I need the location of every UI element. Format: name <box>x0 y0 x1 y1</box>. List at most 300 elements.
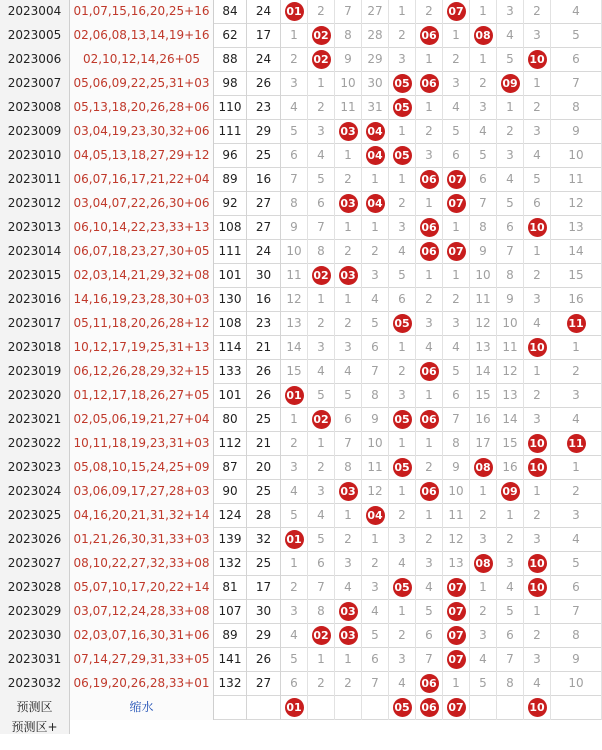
number-cell: 3 <box>497 144 524 168</box>
number-cell <box>308 264 335 288</box>
number-cell <box>497 72 524 96</box>
sum-value: 124 <box>214 504 247 528</box>
number-cell <box>281 384 308 408</box>
number-cell: 3 <box>524 288 551 312</box>
span-empty <box>247 696 281 720</box>
number-cell: 2 <box>524 624 551 648</box>
number-cell: 4 <box>497 24 524 48</box>
number-cell: 1 <box>308 72 335 96</box>
number-cell: 11 <box>497 336 524 360</box>
number-cell <box>524 336 551 360</box>
number-cell: 4 <box>308 144 335 168</box>
predict-cell[interactable] <box>389 696 416 720</box>
number-cell: 6 <box>362 648 389 672</box>
span-value: 16 <box>247 168 281 192</box>
number-cell: 1 <box>416 48 443 72</box>
predict-ball[interactable]: 06 <box>420 698 439 717</box>
number-cell: 4 <box>281 624 308 648</box>
number-cell: 6 <box>443 144 470 168</box>
drawn-ball: 05 <box>393 74 412 93</box>
number-cell: 5 <box>443 360 470 384</box>
issue-number: 2023032 <box>0 672 70 696</box>
number-cell <box>524 576 551 600</box>
drawn-ball: 02 <box>312 626 331 645</box>
number-cell: 9 <box>362 408 389 432</box>
span-value: 32 <box>247 528 281 552</box>
span-value: 26 <box>247 72 281 96</box>
number-cell: 4 <box>362 288 389 312</box>
drawn-ball: 06 <box>420 218 439 237</box>
span-value: 25 <box>247 552 281 576</box>
drawn-ball: 03 <box>339 194 358 213</box>
table-row <box>0 336 602 360</box>
predict-ball[interactable]: 10 <box>528 698 547 717</box>
drawn-ball: 03 <box>339 122 358 141</box>
number-cell: 14 <box>281 336 308 360</box>
number-cell <box>308 48 335 72</box>
predict-cell[interactable] <box>524 696 551 720</box>
drawn-ball: 04 <box>366 194 385 213</box>
number-cell: 16 <box>470 408 497 432</box>
table-row <box>0 504 602 528</box>
drawn-ball: 04 <box>366 122 385 141</box>
draw-numbers: 02,10,12,14,26+05 <box>70 48 214 72</box>
number-cell <box>281 0 308 24</box>
number-cell: 5 <box>551 24 602 48</box>
number-cell: 30 <box>362 72 389 96</box>
number-cell: 1 <box>335 648 362 672</box>
table-row <box>0 0 602 24</box>
number-cell <box>389 312 416 336</box>
number-cell: 2 <box>470 504 497 528</box>
predict-cell[interactable] <box>470 696 497 720</box>
number-cell: 6 <box>308 192 335 216</box>
draw-numbers: 01,12,17,18,26,27+05 <box>70 384 214 408</box>
number-cell: 4 <box>524 144 551 168</box>
draw-numbers: 06,10,14,22,23,33+13 <box>70 216 214 240</box>
number-cell: 2 <box>524 504 551 528</box>
number-cell: 2 <box>470 72 497 96</box>
number-cell: 1 <box>497 96 524 120</box>
number-cell: 3 <box>443 72 470 96</box>
number-cell <box>524 48 551 72</box>
sum-value: 108 <box>214 312 247 336</box>
span-value: 17 <box>247 576 281 600</box>
number-cell: 2 <box>389 504 416 528</box>
number-cell: 27 <box>362 0 389 24</box>
number-cell: 10 <box>497 312 524 336</box>
number-cell: 2 <box>524 0 551 24</box>
span-value: 29 <box>247 120 281 144</box>
number-cell <box>551 312 602 336</box>
sum-value: 112 <box>214 432 247 456</box>
shrink-link[interactable]: 缩水 <box>70 696 214 720</box>
drawn-ball: 02 <box>312 410 331 429</box>
draw-numbers: 04,05,13,18,27,29+12 <box>70 144 214 168</box>
draw-numbers: 05,08,10,15,24,25+09 <box>70 456 214 480</box>
sum-value: 101 <box>214 384 247 408</box>
predict-ball[interactable]: 07 <box>447 698 466 717</box>
number-cell: 4 <box>470 120 497 144</box>
number-cell: 11 <box>362 456 389 480</box>
sum-value: 87 <box>214 456 247 480</box>
number-cell <box>335 120 362 144</box>
draw-numbers: 02,06,08,13,14,19+16 <box>70 24 214 48</box>
draw-numbers: 06,07,16,17,21,22+04 <box>70 168 214 192</box>
number-cell: 6 <box>443 384 470 408</box>
number-cell: 1 <box>416 432 443 456</box>
table-row <box>0 552 602 576</box>
number-cell: 2 <box>497 120 524 144</box>
issue-number: 2023004 <box>0 0 70 24</box>
sum-value: 132 <box>214 672 247 696</box>
number-cell: 5 <box>416 600 443 624</box>
draw-numbers: 02,03,14,21,29,32+08 <box>70 264 214 288</box>
span-value: 25 <box>247 408 281 432</box>
number-cell <box>443 624 470 648</box>
table-row <box>0 96 602 120</box>
number-cell: 6 <box>362 336 389 360</box>
number-cell: 3 <box>416 552 443 576</box>
table-row <box>0 288 602 312</box>
number-cell: 12 <box>551 192 602 216</box>
number-cell: 6 <box>497 624 524 648</box>
number-cell: 11 <box>470 288 497 312</box>
issue-number: 2023023 <box>0 456 70 480</box>
number-cell: 7 <box>281 168 308 192</box>
number-cell: 7 <box>335 432 362 456</box>
number-cell: 1 <box>416 384 443 408</box>
number-cell <box>416 672 443 696</box>
span-value: 17 <box>247 24 281 48</box>
number-cell: 1 <box>281 552 308 576</box>
number-cell: 2 <box>470 600 497 624</box>
number-cell: 4 <box>308 360 335 384</box>
drawn-ball: 02 <box>312 266 331 285</box>
number-cell: 2 <box>362 552 389 576</box>
number-cell <box>524 552 551 576</box>
number-cell: 1 <box>389 480 416 504</box>
number-cell <box>416 72 443 96</box>
number-cell: 3 <box>335 552 362 576</box>
number-cell <box>335 624 362 648</box>
predict-plus-label: 预测区+ <box>0 720 70 734</box>
number-cell: 5 <box>497 192 524 216</box>
number-cell: 1 <box>470 576 497 600</box>
drawn-ball: 10 <box>528 458 547 477</box>
table-row <box>0 600 602 624</box>
number-cell: 16 <box>551 288 602 312</box>
predict-cell[interactable] <box>308 696 335 720</box>
drawn-ball: 07 <box>447 650 466 669</box>
drawn-ball: 10 <box>528 434 547 453</box>
number-cell <box>308 624 335 648</box>
number-cell: 16 <box>497 456 524 480</box>
predict-cell[interactable] <box>416 696 443 720</box>
number-cell: 5 <box>281 120 308 144</box>
sum-value: 88 <box>214 48 247 72</box>
number-cell: 8 <box>308 240 335 264</box>
predict-ball[interactable]: 01 <box>285 698 304 717</box>
table-row <box>0 456 602 480</box>
number-cell: 1 <box>416 96 443 120</box>
number-cell: 28 <box>362 24 389 48</box>
sum-value: 98 <box>214 72 247 96</box>
span-value: 26 <box>247 384 281 408</box>
predict-cell[interactable] <box>443 696 470 720</box>
number-cell: 1 <box>308 432 335 456</box>
number-cell: 1 <box>524 360 551 384</box>
number-cell <box>524 456 551 480</box>
table-row <box>0 48 602 72</box>
number-cell: 2 <box>362 240 389 264</box>
number-cell: 10 <box>470 264 497 288</box>
number-cell: 6 <box>281 144 308 168</box>
number-cell: 1 <box>389 0 416 24</box>
drawn-ball: 07 <box>447 242 466 261</box>
number-cell: 7 <box>416 648 443 672</box>
number-cell: 6 <box>335 408 362 432</box>
issue-number: 2023021 <box>0 408 70 432</box>
drawn-ball: 04 <box>366 146 385 165</box>
drawn-ball: 06 <box>420 242 439 261</box>
drawn-ball: 11 <box>567 314 586 333</box>
number-cell: 1 <box>470 48 497 72</box>
number-cell: 3 <box>524 648 551 672</box>
number-cell: 1 <box>389 120 416 144</box>
number-cell: 4 <box>362 600 389 624</box>
number-cell: 4 <box>308 504 335 528</box>
number-cell: 1 <box>524 480 551 504</box>
issue-number: 2023024 <box>0 480 70 504</box>
drawn-ball: 09 <box>501 74 520 93</box>
number-cell: 8 <box>362 384 389 408</box>
drawn-ball: 05 <box>393 410 412 429</box>
number-cell: 2 <box>335 672 362 696</box>
number-cell: 3 <box>497 552 524 576</box>
span-value: 20 <box>247 456 281 480</box>
number-cell: 12 <box>362 480 389 504</box>
number-cell: 2 <box>389 360 416 384</box>
draw-numbers: 10,12,17,19,25,31+13 <box>70 336 214 360</box>
issue-number: 2023027 <box>0 552 70 576</box>
number-cell: 7 <box>551 600 602 624</box>
number-cell: 2 <box>308 96 335 120</box>
number-cell: 3 <box>470 96 497 120</box>
number-cell <box>524 216 551 240</box>
number-cell: 7 <box>308 576 335 600</box>
issue-number: 2023026 <box>0 528 70 552</box>
span-value: 27 <box>247 216 281 240</box>
number-cell: 3 <box>389 648 416 672</box>
number-cell: 8 <box>443 432 470 456</box>
number-cell <box>362 504 389 528</box>
number-cell: 12 <box>281 288 308 312</box>
draw-numbers: 05,06,09,22,25,31+03 <box>70 72 214 96</box>
number-cell: 3 <box>443 312 470 336</box>
number-cell: 13 <box>281 312 308 336</box>
number-cell <box>416 360 443 384</box>
number-cell: 1 <box>389 600 416 624</box>
number-cell: 17 <box>470 432 497 456</box>
number-cell: 6 <box>551 576 602 600</box>
number-cell: 1 <box>362 168 389 192</box>
number-cell: 14 <box>470 360 497 384</box>
number-cell: 2 <box>335 240 362 264</box>
number-cell: 2 <box>389 624 416 648</box>
number-cell: 10 <box>281 240 308 264</box>
drawn-ball: 05 <box>393 146 412 165</box>
number-cell: 1 <box>524 72 551 96</box>
number-cell: 6 <box>389 288 416 312</box>
number-cell: 1 <box>416 192 443 216</box>
drawn-ball: 01 <box>285 386 304 405</box>
drawn-ball: 03 <box>339 626 358 645</box>
number-cell: 4 <box>281 480 308 504</box>
number-cell: 2 <box>524 264 551 288</box>
table-row <box>0 168 602 192</box>
number-cell: 1 <box>362 216 389 240</box>
number-cell <box>308 408 335 432</box>
span-value: 26 <box>247 360 281 384</box>
number-cell: 6 <box>416 624 443 648</box>
number-cell: 3 <box>416 312 443 336</box>
number-cell: 10 <box>335 72 362 96</box>
span-value: 24 <box>247 240 281 264</box>
number-cell: 1 <box>470 480 497 504</box>
issue-number: 2023007 <box>0 72 70 96</box>
number-cell: 6 <box>308 552 335 576</box>
number-cell: 7 <box>308 216 335 240</box>
number-cell <box>389 408 416 432</box>
sum-value: 111 <box>214 120 247 144</box>
number-cell: 4 <box>416 336 443 360</box>
sum-value: 141 <box>214 648 247 672</box>
table-row <box>0 624 602 648</box>
predict-cell[interactable] <box>281 696 308 720</box>
number-cell: 3 <box>524 24 551 48</box>
predict-ball[interactable]: 05 <box>393 698 412 717</box>
sum-value: 84 <box>214 0 247 24</box>
drawn-ball: 10 <box>528 50 547 69</box>
drawn-ball: 11 <box>567 434 586 453</box>
predict-plus-row <box>0 720 602 734</box>
predict-cell[interactable] <box>551 696 602 720</box>
number-cell: 7 <box>362 360 389 384</box>
span-value: 21 <box>247 432 281 456</box>
number-cell: 1 <box>497 504 524 528</box>
number-cell: 2 <box>497 528 524 552</box>
number-cell: 2 <box>443 288 470 312</box>
issue-number: 2023017 <box>0 312 70 336</box>
number-cell: 1 <box>443 216 470 240</box>
number-cell: 1 <box>416 504 443 528</box>
predict-cell[interactable] <box>362 696 389 720</box>
issue-number: 2023006 <box>0 48 70 72</box>
number-cell: 2 <box>281 576 308 600</box>
span-value: 24 <box>247 0 281 24</box>
span-value: 25 <box>247 480 281 504</box>
table-row <box>0 264 602 288</box>
span-value: 23 <box>247 96 281 120</box>
number-cell: 4 <box>443 336 470 360</box>
number-cell: 8 <box>470 216 497 240</box>
draw-numbers: 14,16,19,23,28,30+03 <box>70 288 214 312</box>
number-cell <box>389 72 416 96</box>
number-cell: 3 <box>416 144 443 168</box>
issue-number: 2023025 <box>0 504 70 528</box>
drawn-ball: 06 <box>420 410 439 429</box>
number-cell: 3 <box>308 120 335 144</box>
table-row <box>0 216 602 240</box>
number-cell: 5 <box>551 552 602 576</box>
number-cell: 3 <box>389 384 416 408</box>
number-cell: 29 <box>362 48 389 72</box>
sum-value: 110 <box>214 96 247 120</box>
number-cell: 3 <box>389 48 416 72</box>
number-cell: 13 <box>551 216 602 240</box>
number-cell: 3 <box>281 72 308 96</box>
table-row <box>0 528 602 552</box>
number-cell <box>416 24 443 48</box>
drawn-ball: 05 <box>393 98 412 117</box>
number-cell: 4 <box>497 576 524 600</box>
table-row <box>0 240 602 264</box>
draw-numbers: 06,07,18,23,27,30+05 <box>70 240 214 264</box>
number-cell <box>443 168 470 192</box>
span-value: 28 <box>247 504 281 528</box>
number-cell: 15 <box>551 264 602 288</box>
table-row <box>0 72 602 96</box>
number-cell <box>470 456 497 480</box>
number-cell: 2 <box>389 192 416 216</box>
drawn-ball: 03 <box>339 266 358 285</box>
number-cell: 10 <box>443 480 470 504</box>
number-cell: 13 <box>497 384 524 408</box>
number-cell <box>416 168 443 192</box>
drawn-ball: 10 <box>528 338 547 357</box>
number-cell: 7 <box>497 648 524 672</box>
draw-numbers: 02,03,07,16,30,31+06 <box>70 624 214 648</box>
number-cell: 7 <box>443 408 470 432</box>
number-cell: 4 <box>470 648 497 672</box>
number-cell: 8 <box>335 456 362 480</box>
number-cell: 8 <box>335 24 362 48</box>
predict-cell[interactable] <box>497 696 524 720</box>
number-cell: 31 <box>362 96 389 120</box>
number-cell: 4 <box>551 528 602 552</box>
drawn-ball: 05 <box>393 458 412 477</box>
number-cell <box>362 120 389 144</box>
number-cell: 1 <box>551 456 602 480</box>
span-value: 26 <box>247 648 281 672</box>
number-cell: 3 <box>524 528 551 552</box>
number-cell: 6 <box>281 672 308 696</box>
drawn-ball: 03 <box>339 482 358 501</box>
table-row <box>0 432 602 456</box>
number-cell: 4 <box>389 240 416 264</box>
drawn-ball: 10 <box>528 554 547 573</box>
predict-cell[interactable] <box>335 696 362 720</box>
span-value: 30 <box>247 600 281 624</box>
table-row <box>0 120 602 144</box>
issue-number: 2023008 <box>0 96 70 120</box>
number-cell: 13 <box>470 336 497 360</box>
drawn-ball: 05 <box>393 578 412 597</box>
number-cell: 12 <box>443 528 470 552</box>
number-cell: 15 <box>497 432 524 456</box>
number-cell <box>362 192 389 216</box>
